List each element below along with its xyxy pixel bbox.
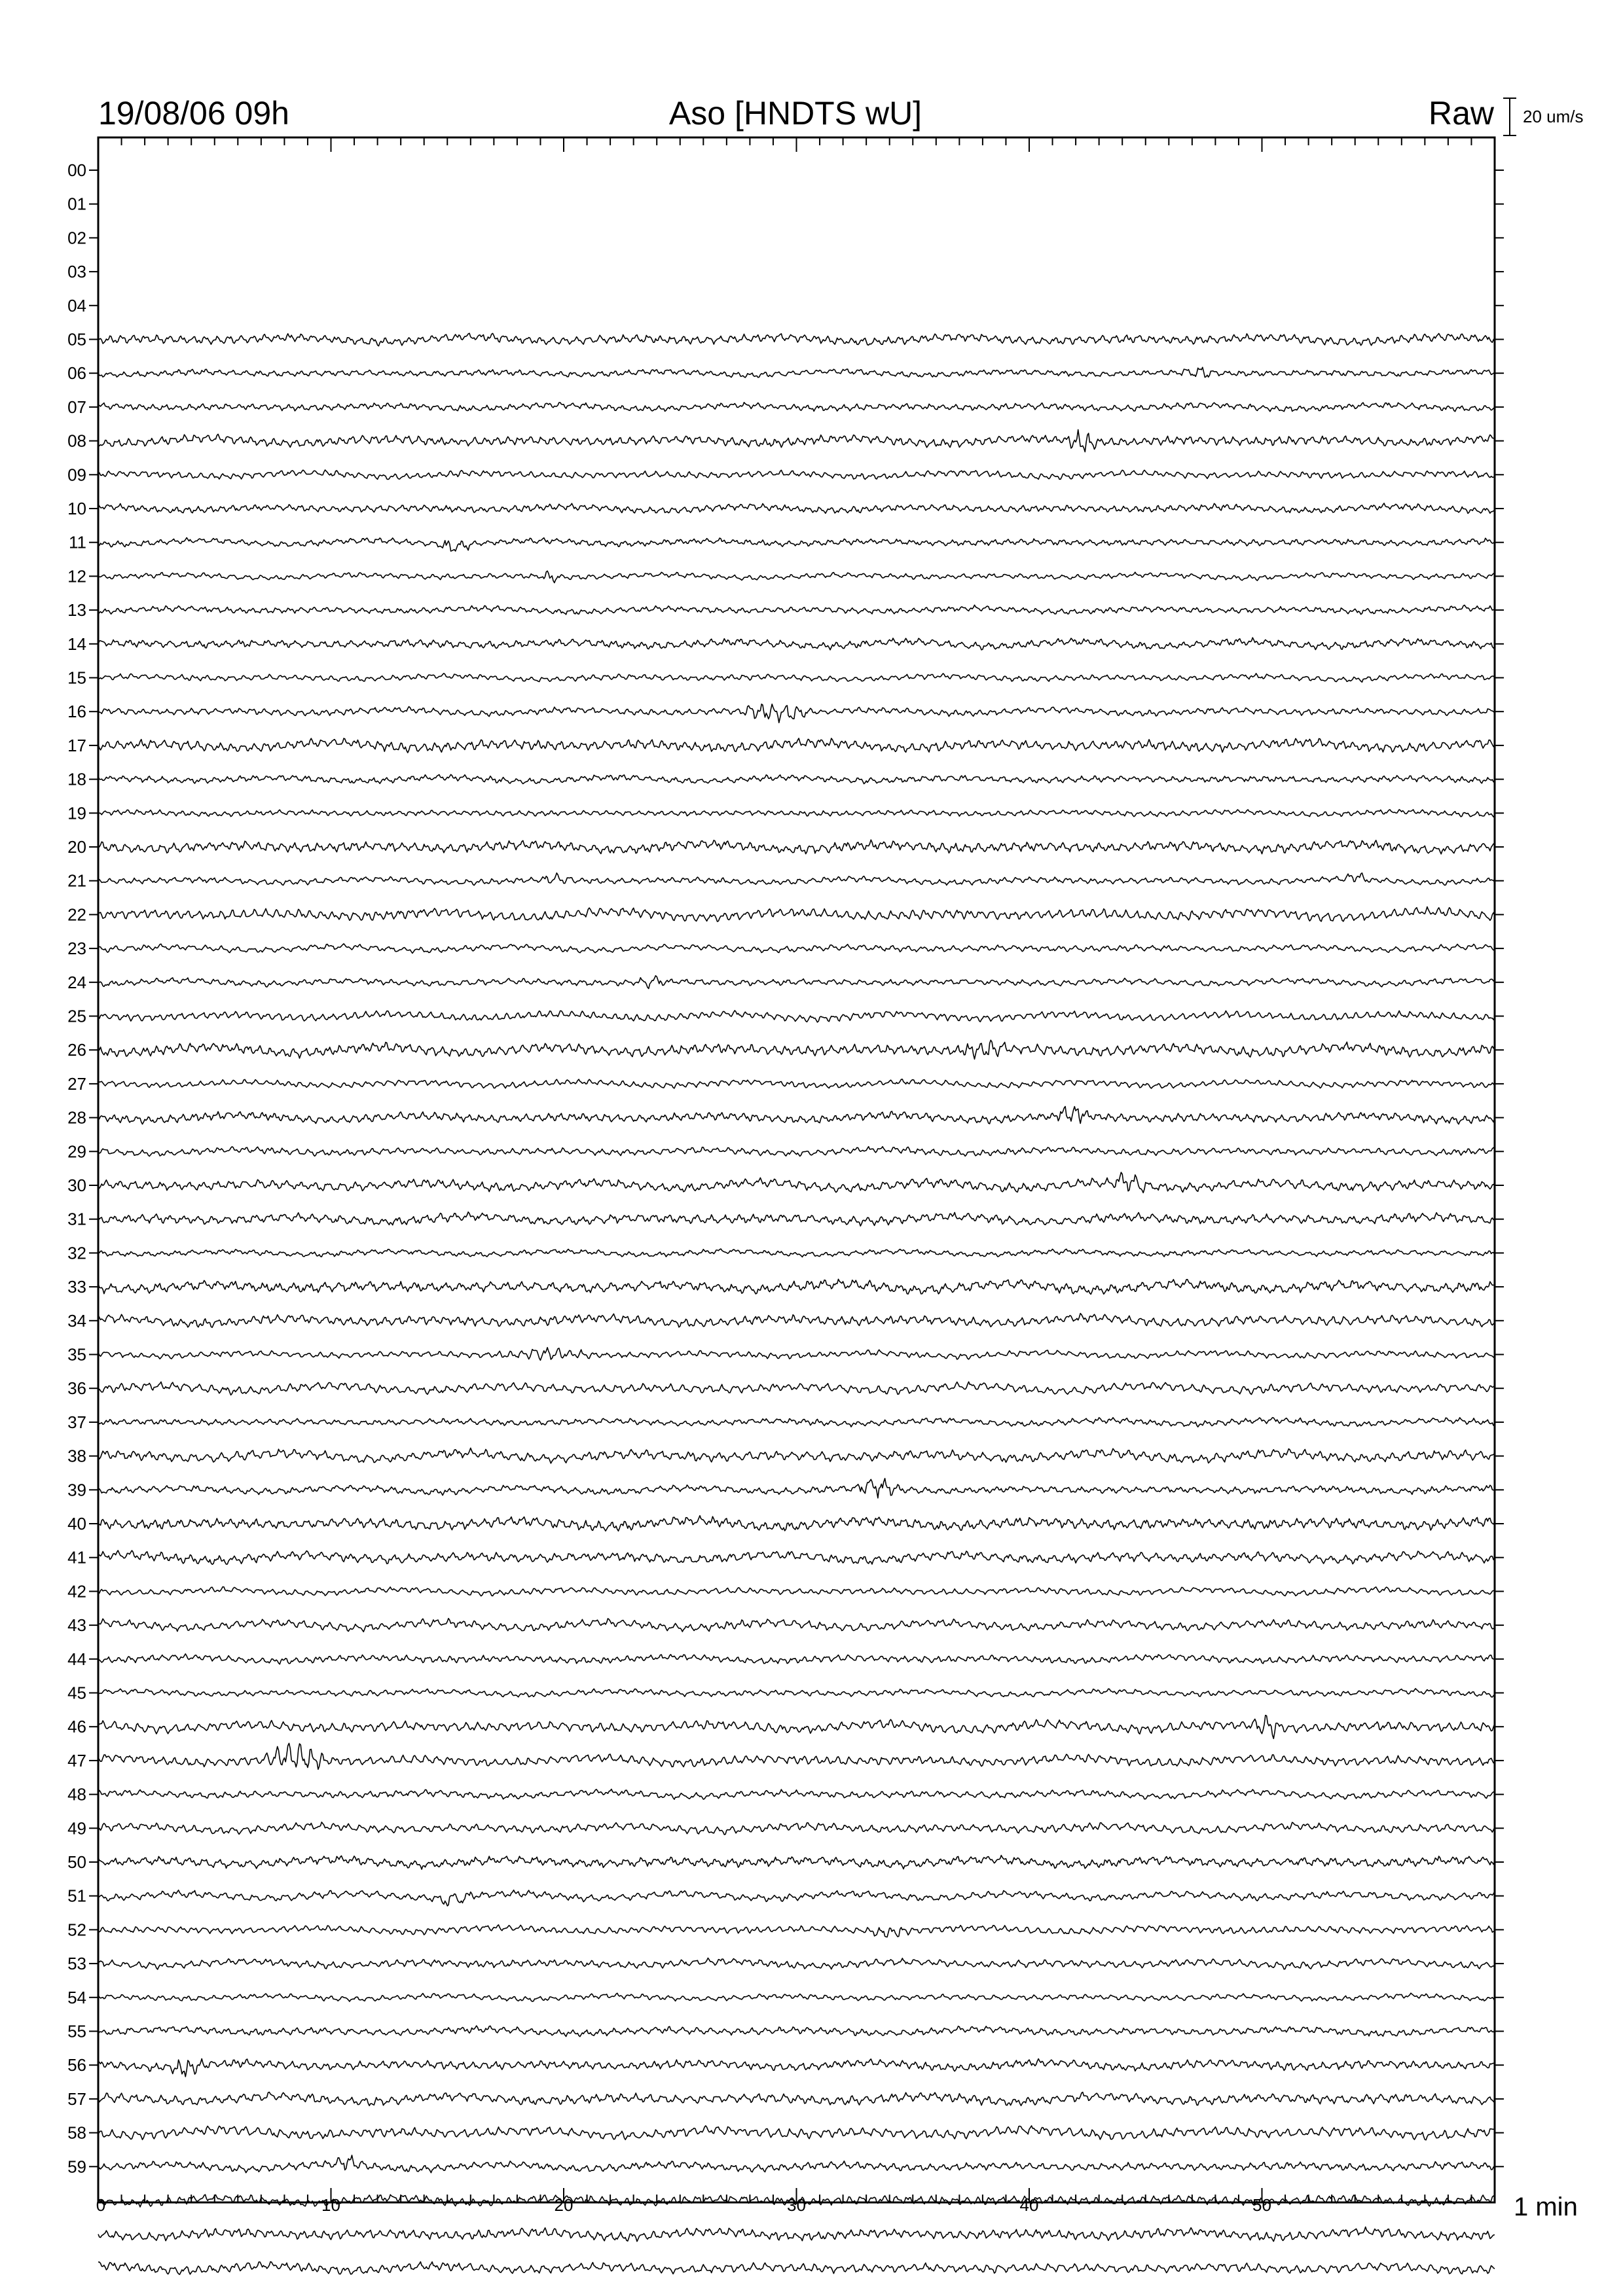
- x-tick-label: 30: [787, 2195, 806, 2215]
- row-label: 58: [67, 2123, 86, 2143]
- row-label: 18: [67, 769, 86, 789]
- row-label: 45: [67, 1683, 86, 1703]
- row-label: 13: [67, 600, 86, 620]
- row-label: 02: [67, 228, 86, 248]
- row-label: 56: [67, 2055, 86, 2075]
- row-label: 47: [67, 1750, 86, 1770]
- row-label: 34: [67, 1310, 86, 1331]
- row-label: 59: [67, 2157, 86, 2177]
- row-label: 51: [67, 1886, 86, 1906]
- x-tick-label: 50: [1252, 2195, 1271, 2215]
- row-label: 17: [67, 735, 86, 755]
- row-label: 49: [67, 1818, 86, 1839]
- row-label: 48: [67, 1784, 86, 1804]
- row-label: 35: [67, 1344, 86, 1365]
- row-label: 08: [67, 431, 86, 451]
- row-label: 05: [67, 329, 86, 350]
- row-label: 06: [67, 363, 86, 384]
- x-tick-label: 0: [96, 2195, 106, 2215]
- row-label: 30: [67, 1175, 86, 1195]
- row-label: 31: [67, 1209, 86, 1229]
- x-tick-label: 40: [1019, 2195, 1039, 2215]
- row-label: 37: [67, 1412, 86, 1432]
- row-label: 12: [67, 566, 86, 586]
- row-label: 57: [67, 2089, 86, 2109]
- x-tick-label: 20: [554, 2195, 574, 2215]
- row-label: 33: [67, 1277, 86, 1297]
- row-label: 50: [67, 1852, 86, 1872]
- date-hour-label: 19/08/06 09h: [98, 95, 289, 132]
- row-label: 29: [67, 1141, 86, 1162]
- row-label: 55: [67, 2021, 86, 2041]
- row-label: 38: [67, 1446, 86, 1466]
- row-label: 44: [67, 1649, 86, 1669]
- row-label: 53: [67, 1954, 86, 1974]
- row-label: 41: [67, 1547, 86, 1568]
- row-label: 19: [67, 803, 86, 823]
- row-label: 07: [67, 397, 86, 417]
- row-label: 11: [69, 532, 86, 552]
- row-label: 26: [67, 1040, 86, 1060]
- row-label: 27: [67, 1073, 86, 1094]
- row-label: 43: [67, 1615, 86, 1636]
- row-label: 28: [67, 1107, 86, 1128]
- row-label: 24: [67, 972, 86, 992]
- row-label: 14: [67, 634, 86, 654]
- row-label: 01: [67, 194, 86, 214]
- row-label: 40: [67, 1514, 86, 1534]
- row-label: 25: [67, 1006, 86, 1026]
- row-label: 10: [67, 499, 86, 518]
- row-label: 03: [67, 262, 86, 282]
- row-label: 23: [67, 939, 86, 959]
- filter-label: Raw: [1428, 95, 1494, 132]
- x-tick-label: 10: [321, 2195, 340, 2215]
- chart-title: Aso [HNDTS wU]: [668, 95, 922, 132]
- row-label: 04: [67, 295, 86, 315]
- row-label: 36: [67, 1378, 86, 1399]
- row-label: 21: [67, 870, 86, 891]
- row-label: 09: [67, 465, 86, 485]
- row-label: 20: [67, 837, 86, 857]
- row-label: 42: [67, 1581, 86, 1602]
- row-label: 22: [67, 905, 86, 925]
- row-label: 00: [67, 160, 86, 180]
- row-label: 52: [67, 1920, 86, 1940]
- row-label: 32: [67, 1243, 86, 1263]
- duration-label: 1 min: [1514, 2193, 1578, 2221]
- row-label: 16: [67, 702, 86, 722]
- row-label: 54: [67, 1987, 86, 2007]
- row-label: 15: [67, 668, 86, 688]
- scale-label: 20 um/s: [1523, 107, 1584, 126]
- row-label: 39: [67, 1480, 86, 1500]
- row-label: 46: [67, 1717, 86, 1737]
